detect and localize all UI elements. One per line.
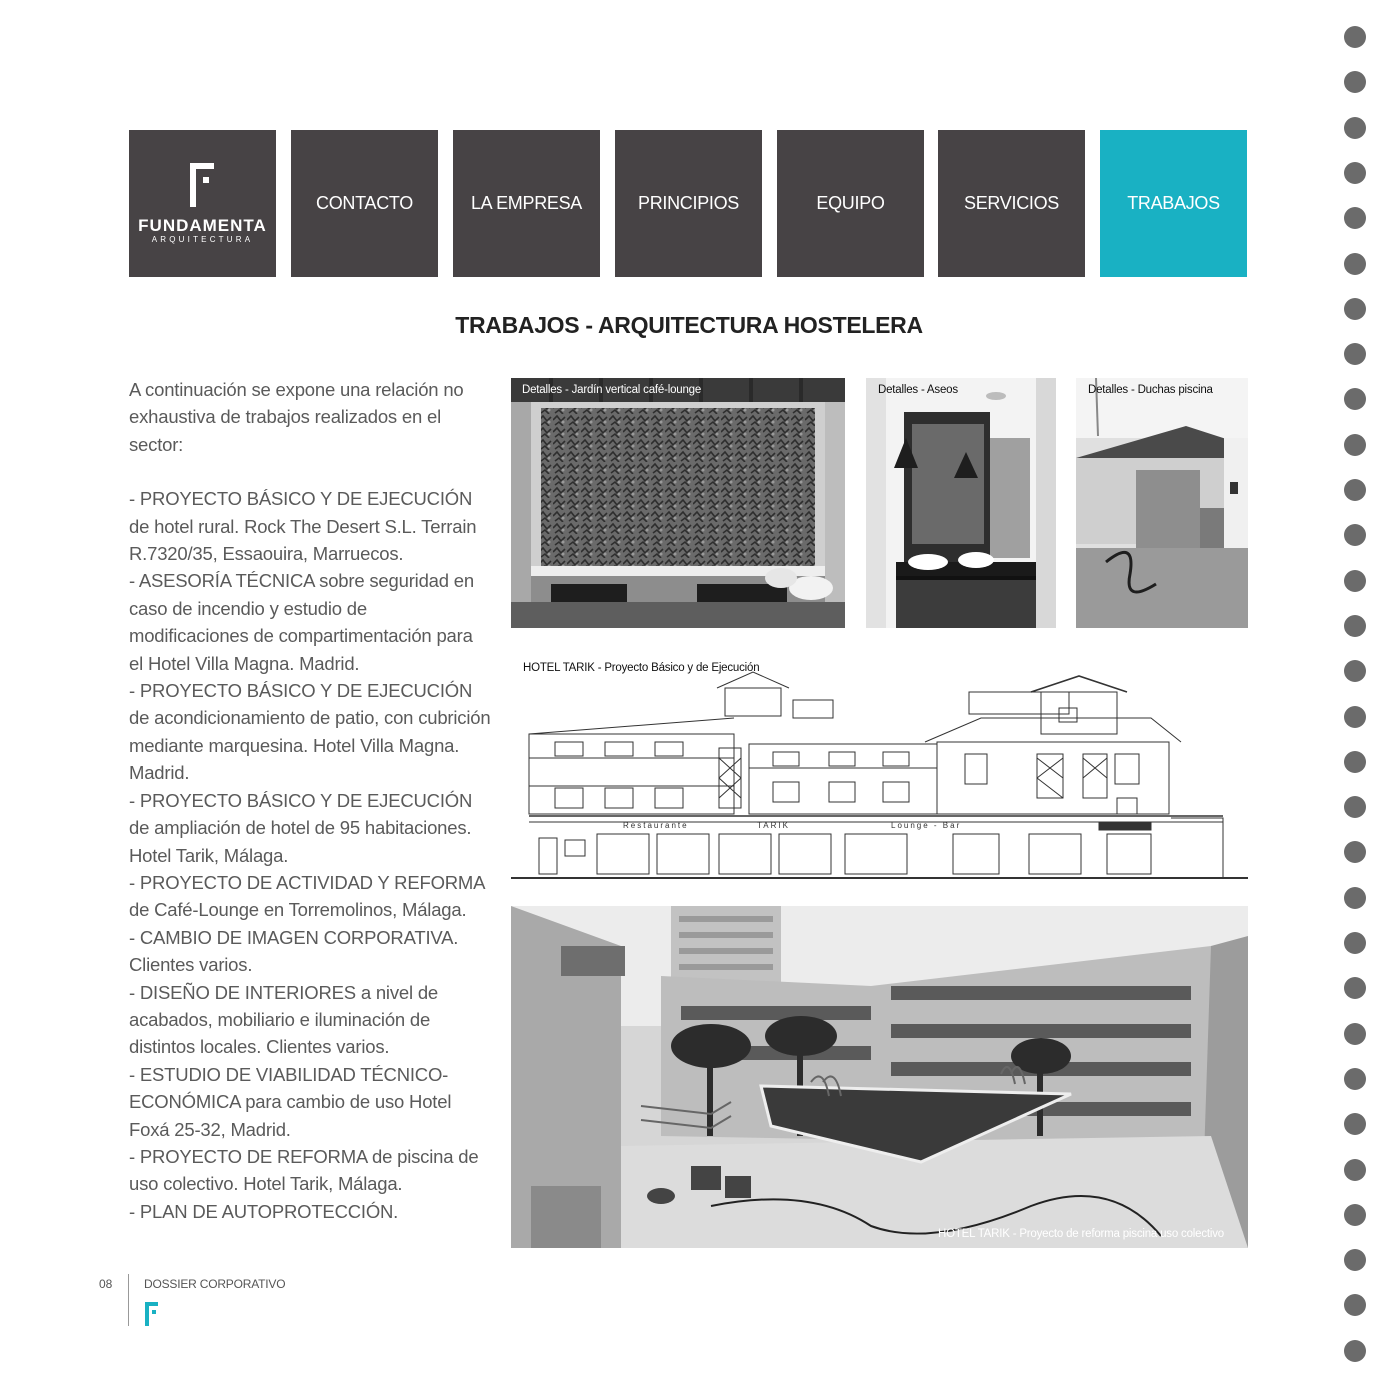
binding-hole: [1344, 751, 1366, 773]
caption-garden: Detalles - Jardín vertical café-lounge: [522, 384, 702, 396]
work-item: - DISEÑO DE INTERIORES a nivel de acabados, mobiliario e iluminación de distintos locales. Clientes varios.: [129, 981, 439, 1058]
binding-hole: [1344, 524, 1366, 546]
logo-name: FUNDAMENTA: [138, 215, 267, 235]
photo-showers: [1076, 378, 1248, 628]
intro-paragraph: A continuación se expone una relación no exhaustiva de trabajos realizados en el sector:: [129, 379, 464, 455]
caption-showers: Detalles - Duchas piscina: [1088, 384, 1213, 396]
sign-lounge: Lounge - Bar: [891, 821, 962, 830]
binding-hole: [1344, 71, 1366, 93]
work-item: - PROYECTO BÁSICO Y DE EJECUCIÓN de ampliación de hotel de 95 habitaciones. Hotel Tarik, Málaga.: [129, 789, 473, 866]
binding-hole: [1344, 117, 1366, 139]
binding-hole: [1344, 26, 1366, 48]
binding-hole: [1344, 796, 1366, 818]
footer-divider: [128, 1274, 129, 1326]
sign-restaurant: Restaurante: [623, 821, 689, 830]
work-item: - PLAN DE AUTOPROTECCIÓN.: [129, 1200, 399, 1222]
binding-hole: [1344, 1068, 1366, 1090]
work-item: - ESTUDIO DE VIABILIDAD TÉCNICO-ECONÓMICA para cambio de uso Hotel Foxá 25-32, Madrid.: [129, 1063, 452, 1140]
nav-servicios[interactable]: SERVICIOS: [938, 130, 1085, 277]
binding-hole: [1344, 1023, 1366, 1045]
binding-hole: [1344, 207, 1366, 229]
binding-hole: [1344, 977, 1366, 999]
binding-hole: [1344, 434, 1366, 456]
binding-hole: [1344, 162, 1366, 184]
binding-holes: [1344, 26, 1368, 1366]
work-item: - PROYECTO BÁSICO Y DE EJECUCIÓN de hotel rural. Rock The Desert S.L. Terrain R.7320/35, Essaouira, Marruecos.: [129, 488, 477, 565]
binding-hole: [1344, 253, 1366, 275]
binding-hole: [1344, 1294, 1366, 1316]
nav-principios[interactable]: PRINCIPIOS: [615, 130, 762, 277]
binding-hole: [1344, 841, 1366, 863]
binding-hole: [1344, 706, 1366, 728]
binding-hole: [1344, 660, 1366, 682]
works-text: [129, 376, 491, 1225]
binding-hole: [1344, 479, 1366, 501]
binding-hole: [1344, 1340, 1366, 1362]
footer-label: DOSSIER CORPORATIVO: [144, 1277, 286, 1291]
nav-trabajos[interactable]: TRABAJOS: [1100, 130, 1247, 277]
work-item: - ASESORÍA TÉCNICA sobre seguridad en caso de incendio y estudio de modificaciones de compartimentación para el Hotel Villa Magna. Madrid.: [129, 570, 474, 674]
nav-contacto[interactable]: CONTACTO: [291, 130, 438, 277]
footer-logo-icon: [145, 1302, 159, 1326]
photo-pool-courtyard: [511, 906, 1248, 1248]
fundamenta-logo-icon: [190, 163, 216, 207]
sign-tarik: TARIK: [757, 821, 790, 830]
binding-hole: [1344, 1204, 1366, 1226]
photo-toilets: [866, 378, 1056, 628]
binding-hole: [1344, 388, 1366, 410]
page-number: 08: [99, 1277, 113, 1291]
caption-pool: HOTEL TARIK - Proyecto de reforma piscina uso colectivo: [938, 1228, 1224, 1240]
nav-la-empresa[interactable]: LA EMPRESA: [453, 130, 600, 277]
work-item: - PROYECTO DE ACTIVIDAD Y REFORMA de Café-Lounge en Torremolinos, Málaga.: [129, 871, 485, 921]
nav-equipo[interactable]: EQUIPO: [777, 130, 924, 277]
caption-elevation: HOTEL TARIK - Proyecto Básico y de Ejecución: [523, 662, 760, 674]
binding-hole: [1344, 570, 1366, 592]
binding-hole: [1344, 1113, 1366, 1135]
page-title: TRABAJOS - ARQUITECTURA HOSTELERA: [455, 312, 923, 338]
logo-tile[interactable]: [129, 130, 276, 277]
binding-hole: [1344, 1249, 1366, 1271]
binding-hole: [1344, 615, 1366, 637]
caption-toilets: Detalles - Aseos: [878, 384, 958, 396]
work-item: - PROYECTO DE REFORMA de piscina de uso colectivo. Hotel Tarik, Málaga.: [129, 1145, 479, 1195]
work-item: - CAMBIO DE IMAGEN CORPORATIVA. Clientes varios.: [129, 926, 459, 976]
binding-hole: [1344, 887, 1366, 909]
drawing-hotel-elevation: [511, 658, 1248, 884]
logo-subtitle: ARQUITECTURA: [151, 234, 254, 244]
binding-hole: [1344, 1159, 1366, 1181]
binding-hole: [1344, 932, 1366, 954]
work-item: - PROYECTO BÁSICO Y DE EJECUCIÓN de acondicionamiento de patio, con cubrición mediante marquesina. Hotel Villa Magna. Madrid.: [129, 680, 491, 784]
photo-vertical-garden: [511, 378, 845, 628]
binding-hole: [1344, 343, 1366, 365]
